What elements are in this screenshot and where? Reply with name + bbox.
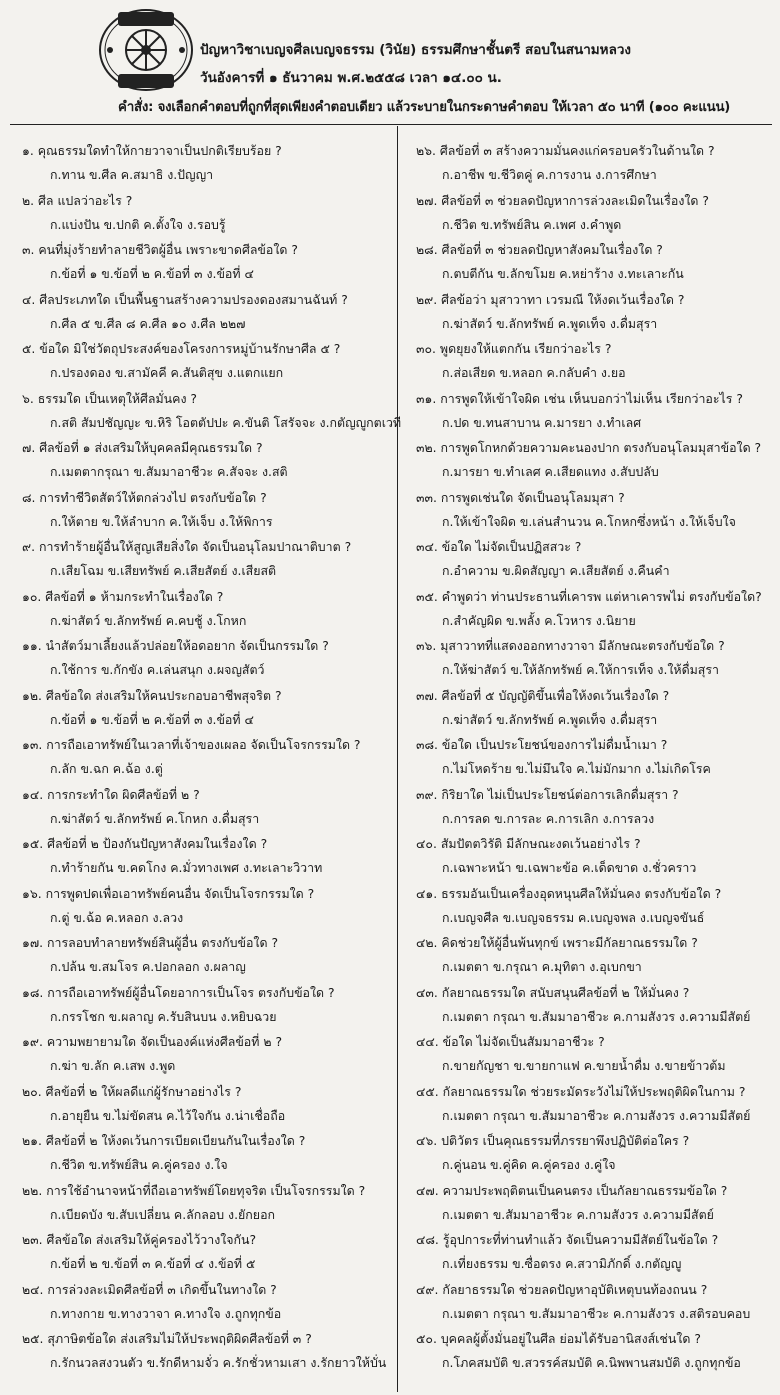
answer-choices: ก.ให้เข้าใจผิด ข.เล่นสำนวน ค.โกหกซึ่งหน้า ง.ให้เจ็บใจ xyxy=(442,513,736,529)
question-text: ๓๔. ข้อใด ไม่จัดเป็นปฏิสสวะ ? xyxy=(416,539,582,554)
answer-choices: ก.ไม่โหดร้าย ข.ไม่มึนใจ ค.ไม่มักมาก ง.ไม่เกิดโรค xyxy=(442,761,711,776)
question-text: ๒๕. สุภาษิตข้อใด ส่งเสริมไม่ให้ประพฤติผิดศีลข้อที่ ๓ ? xyxy=(22,1331,312,1346)
question-text: ๔๒. คิดช่วยให้ผู้อื่นพ้นทุกข์ เพราะมีกัลยาณธรรมใด ? xyxy=(416,935,698,950)
answer-choices: ก.สำคัญผิด ข.พลั้ง ค.โวหาร ง.นิยาย xyxy=(442,612,636,628)
question-text: ๓๖. มุสาวาทที่แสดงออกทางวาจา มีลักษณะตรงกับข้อใด ? xyxy=(416,638,725,653)
answer-choices: ก.คู่นอน ข.คู่คิด ค.คู่ครอง ง.คู่ใจ xyxy=(442,1157,616,1172)
question-item xyxy=(0,390,402,440)
question-item xyxy=(402,142,778,192)
question-item xyxy=(0,192,396,242)
question-item xyxy=(402,439,778,489)
answer-choices: ก.กรรโชก ข.ผลาญ ค.รับสินบน ง.หยิบฉวย xyxy=(50,1008,277,1024)
answer-choices: ก.เสียโฉม ข.เสียทรัพย์ ค.เสียสัตย์ ง.เสียสติ xyxy=(50,563,277,578)
question-text: ๒๓. ศีลข้อใด ส่งเสริมให้คู่ครองไว้วางใจกัน? xyxy=(22,1232,257,1247)
question-text: ๖. ธรรมใด เป็นเหตุให้ศีลมั่นคง ? xyxy=(22,390,198,406)
answer-choices: ก.เมตตา กรุณา ข.สัมมาอาชีวะ ค.กามสังวร ง.ความมีสัตย์ xyxy=(442,1107,751,1123)
answer-choices: ก.ข้อที่ ๑ ข.ข้อที่ ๒ ค.ข้อที่ ๓ ง.ข้อที่ ๔ xyxy=(50,266,254,281)
question-item xyxy=(0,934,396,984)
question-text: ๓๑. การพูดให้เข้าใจผิด เช่น เห็นบอกว่าไม่เห็น เรียกว่าอะไร ? xyxy=(416,390,743,406)
answer-choices: ก.ฆ่าสัตว์ ข.ลักทรัพย์ ค.พูดเท็จ ง.ดื่มสุรา xyxy=(442,315,658,331)
question-text: ๑๗. การลอบทำลายทรัพย์สินผู้อื่น ตรงกับข้อใด ? xyxy=(22,935,279,950)
answer-choices: ก.อาชีพ ข.ชีวิตคู่ ค.การงาน ง.การศึกษา xyxy=(442,167,657,182)
answer-choices: ก.รักนวลสงวนตัว ข.รักดีหามจั่ว ค.รักชั่วหามเสา ง.รักยาวให้บั่น xyxy=(50,1355,387,1370)
answer-choices: ก.ส่อเสียด ข.หลอก ค.กลับคำ ง.ยอ xyxy=(442,365,626,380)
question-item xyxy=(402,1281,778,1331)
question-text: ๕๐. บุคคลผู้ตั้งมั่นอยู่ในศีล ย่อมได้รับอานิสงส์เช่นใด ? xyxy=(416,1331,701,1346)
answer-choices: ก.ลัก ข.ฉก ค.ฉ้อ ง.ตู่ xyxy=(50,761,163,776)
question-text: ๔๙. กัลยาธรรมใด ช่วยลดปัญหาอุบัติเหตุบนท้องถนน ? xyxy=(416,1281,708,1297)
question-text: ๙. การทำร้ายผู้อื่นให้สูญเสียสิ่งใด จัดเป็นอนุโลมปาณาติบาต ? xyxy=(22,539,352,554)
question-item xyxy=(0,885,396,935)
question-item xyxy=(402,934,778,984)
question-text: ๑๓. การถือเอาทรัพย์ในเวลาที่เจ้าของเผลอ จัดเป็นโจรกรรมใด ? xyxy=(22,737,361,752)
question-text: ๒๖. ศีลข้อที่ ๓ สร้างความมั่นคงแก่ครอบครัวในด้านใด ? xyxy=(416,143,715,158)
question-text: ๔๖. ปติวัตร เป็นคุณธรรมที่ภรรยาพึงปฏิบัติต่อใคร ? xyxy=(416,1133,690,1148)
answer-choices: ก.ข้อที่ ๑ ข.ข้อที่ ๒ ค.ข้อที่ ๓ ง.ข้อที่ ๔ xyxy=(50,711,254,727)
answer-choices: ก.การลด ข.การละ ค.การเลิก ง.การลวง xyxy=(442,810,655,826)
answer-choices: ก.เมตตากรุณา ข.สัมมาอาชีวะ ค.สัจจะ ง.สติ xyxy=(50,464,288,479)
question-item xyxy=(0,637,396,687)
answer-choices: ก.เมตตา ข.สัมมาอาชีวะ ค.กามสังวร ง.ความมีสัตย์ xyxy=(442,1206,714,1222)
answer-choices: ก.ทำร้ายกัน ข.คดโกง ค.มั่วทางเพศ ง.ทะเลาะวิวาท xyxy=(50,860,323,875)
question-item xyxy=(0,1231,396,1281)
question-text: ๓๒. การพูดโกหกด้วยความคะนองปาก ตรงกับอนุโลมมุสาข้อใด ? xyxy=(416,440,762,455)
question-item xyxy=(0,786,396,836)
question-item xyxy=(402,241,778,291)
question-text: ๓๗. ศีลข้อที่ ๕ บัญญัติขึ้นเพื่อให้งดเว้นเรื่องใด ? xyxy=(416,687,670,703)
question-item xyxy=(0,538,396,588)
question-item xyxy=(0,984,396,1034)
answer-choices: ก.อำความ ข.ผิดสัญญา ค.เสียสัตย์ ง.คืนคำ xyxy=(442,563,670,578)
question-text: ๑๖. การพูดปดเพื่อเอาทรัพย์คนอื่น จัดเป็นโจรกรรมใด ? xyxy=(22,885,315,901)
sanam-luang-seal-icon xyxy=(98,8,194,92)
exam-instruction: คำสั่ง: จงเลือกคำตอบที่ถูกที่สุดเพียงคำตอบเดียว แล้วระบายในกระดาษคำตอบ ให้เวลา ๕๐ นาที (๑๐๐ คะแนน) xyxy=(118,100,731,115)
answer-choices: ก.เบญจศีล ข.เบญจธรรม ค.เบญจพล ง.เบญจขันธ์ xyxy=(442,909,705,925)
answer-choices: ก.ขายกัญชา ข.ขายกาแฟ ค.ขายน้ำดื่ม ง.ขายข้าวต้ม xyxy=(442,1058,726,1073)
answer-choices: ก.สติ สัมปชัญญะ ข.หิริ โอตตัปปะ ค.ขันติ โสรัจจะ ง.กตัญญูกตเวที xyxy=(50,414,402,430)
question-text: ๑. คุณธรรมใดทำให้กายวาจาเป็นปกติเรียบร้อย ? xyxy=(22,143,282,158)
answer-choices: ก.ฆ่าสัตว์ ข.ลักทรัพย์ ค.พูดเท็จ ง.ดื่มสุรา xyxy=(442,711,658,727)
question-item xyxy=(402,835,778,885)
answer-choices: ก.ฆ่าสัตว์ ข.ลักทรัพย์ ค.คบชู้ ง.โกหก xyxy=(50,612,247,628)
answer-choices: ก.เมตตา กรุณา ข.สัมมาอาชีวะ ค.กามสังวร ง.สติรอบคอบ xyxy=(442,1305,751,1321)
answer-choices: ก.ใช้การ ข.กักขัง ค.เล่นสนุก ง.ผจญสัตว์ xyxy=(50,662,265,677)
answer-choices: ก.เที่ยงธรรม ข.ซื่อตรง ค.สวามิภักดิ์ ง.กตัญญู xyxy=(442,1256,682,1271)
question-text: ๔๘. รู้อุปการะที่ท่านทำแล้ว จัดเป็นความมีสัตย์ในข้อใด ? xyxy=(416,1232,719,1247)
answer-choices: ก.ข้อที่ ๒ ข.ข้อที่ ๓ ค.ข้อที่ ๔ ง.ข้อที่ ๕ xyxy=(50,1256,256,1271)
answer-choices: ก.ฆ่าสัตว์ ข.ลักทรัพย์ ค.โกหก ง.ดื่มสุรา xyxy=(50,810,260,826)
question-text: ๓. คนที่มุ่งร้ายทำลายชีวิตผู้อื่น เพราะขาดศีลข้อใด ? xyxy=(22,242,298,257)
question-text: ๒๘. ศีลข้อที่ ๓ ช่วยลดปัญหาสังคมในเรื่องใด ? xyxy=(416,242,663,257)
question-item xyxy=(402,538,778,588)
answer-choices: ก.ให้ตาย ข.ให้ลำบาก ค.ให้เจ็บ ง.ให้พิการ xyxy=(50,513,273,529)
question-item xyxy=(402,1330,778,1380)
answer-choices: ก.เมตตา ข.กรุณา ค.มุทิตา ง.อุเบกขา xyxy=(442,959,642,974)
question-item xyxy=(0,588,396,638)
question-item xyxy=(0,1330,396,1380)
question-text: ๓๙. กิริยาใด ไม่เป็นประโยชน์ต่อการเลิกดื่มสุรา ? xyxy=(416,786,679,802)
question-item xyxy=(0,1182,396,1232)
question-item xyxy=(0,1083,396,1133)
question-text: ๑๒. ศีลข้อใด ส่งเสริมให้คนประกอบอาชีพสุจริต ? xyxy=(22,687,282,703)
question-text: ๒๙. ศีลข้อว่า มุสาวาทา เวรมณี ให้งดเว้นเรื่องใด ? xyxy=(416,291,685,307)
question-item xyxy=(402,786,778,836)
questions-left-column xyxy=(0,142,402,1380)
column-divider xyxy=(397,126,398,1392)
question-item xyxy=(402,736,778,786)
question-item xyxy=(402,1033,778,1083)
answer-choices: ก.ชีวิต ข.ทรัพย์สิน ค.เพศ ง.คำพูด xyxy=(442,216,622,232)
question-item xyxy=(0,1033,396,1083)
answer-choices: ก.ปด ข.ทนสาบาน ค.มารยา ง.ทำเลศ xyxy=(442,414,642,430)
question-item xyxy=(0,1281,396,1331)
question-item xyxy=(402,885,778,935)
question-item xyxy=(402,1182,778,1232)
exam-date: วันอังคารที่ ๑ ธันวาคม พ.ศ.๒๕๕๘ เวลา ๑๔.๐๐ น. xyxy=(200,70,502,86)
question-text: ๑๙. ความพยายามใด จัดเป็นองค์แห่งศีลข้อที่ ๒ ? xyxy=(22,1034,283,1049)
question-item xyxy=(0,439,396,489)
question-item xyxy=(402,637,778,687)
question-item xyxy=(0,736,396,786)
question-text: ๓๕. คำพูดว่า ท่านประธานที่เคารพ แต่หาเคารพไม่ ตรงกับข้อใด? xyxy=(416,588,762,604)
question-text: ๘. การทำชีวิตสัตว์ให้ตกล่วงไป ตรงกับข้อใด ? xyxy=(22,489,267,505)
answer-choices: ก.ทาน ข.ศีล ค.สมาธิ ง.ปัญญา xyxy=(50,167,214,182)
answer-choices: ก.ตู่ ข.ฉ้อ ค.หลอก ง.ลวง xyxy=(50,909,184,925)
question-text: ๔๓. กัลยาณธรรมใด สนับสนุนศีลข้อที่ ๒ ให้มั่นคง ? xyxy=(416,984,690,1000)
question-text: ๗. ศีลข้อที่ ๑ ส่งเสริมให้บุคคลมีคุณธรรมใด ? xyxy=(22,440,263,455)
question-item xyxy=(0,142,396,192)
question-item xyxy=(402,489,778,539)
question-text: ๕. ข้อใด มิใช่วัตถุประสงค์ของโครงการหมู่บ้านรักษาศีล ๕ ? xyxy=(22,341,341,356)
question-item xyxy=(402,390,778,440)
question-item xyxy=(0,489,396,539)
answer-choices: ก.ปล้น ข.สมโจร ค.ปอกลอก ง.ผลาญ xyxy=(50,959,246,974)
answer-choices: ก.เมตตา กรุณา ข.สัมมาอาชีวะ ค.กามสังวร ง.ความมีสัตย์ xyxy=(442,1008,751,1024)
question-item xyxy=(402,1231,778,1281)
question-text: ๒๗. ศีลข้อที่ ๓ ช่วยลดปัญหาการล่วงละเมิดในเรื่องใด ? xyxy=(416,192,709,208)
question-item xyxy=(0,241,396,291)
question-text: ๓๘. ข้อใด เป็นประโยชน์ของการไม่ดื่มน้ำเมา ? xyxy=(416,737,668,752)
question-text: ๑๕. ศีลข้อที่ ๒ ป้องกันปัญหาสังคมในเรื่องใด ? xyxy=(22,836,268,851)
answer-choices: ก.ปรองดอง ข.สามัคคี ค.สันติสุข ง.แตกแยก xyxy=(50,365,284,380)
answer-choices: ก.โภคสมบัติ ข.สวรรค์สมบัติ ค.นิพพานสมบัติ ง.ถูกทุกข้อ xyxy=(442,1355,741,1370)
question-text: ๑๐. ศีลข้อที่ ๑ ห้ามกระทำในเรื่องใด ? xyxy=(22,588,224,604)
answer-choices: ก.เบียดบัง ข.สับเปลี่ยน ค.ลักลอบ ง.ยักยอก xyxy=(50,1206,276,1222)
answer-choices: ก.มารยา ข.ทำเลศ ค.เสียดแทง ง.สับปลับ xyxy=(442,464,659,479)
header-divider xyxy=(10,124,772,125)
question-text: ๒๔. การล่วงละเมิดศีลข้อที่ ๓ เกิดขึ้นในทางใด ? xyxy=(22,1281,277,1297)
question-item xyxy=(0,291,396,341)
question-text: ๔๗. ความประพฤติตนเป็นคนตรง เป็นกัลยาณธรรมข้อใด ? xyxy=(416,1182,728,1198)
question-text: ๔๑. ธรรมอันเป็นเครื่องอุดหนุนศีลให้มั่นคง ตรงกับข้อใด ? xyxy=(416,885,722,901)
question-item xyxy=(402,687,778,737)
question-item xyxy=(0,687,396,737)
question-item xyxy=(0,340,396,390)
answer-choices: ก.ฆ่า ข.ลัก ค.เสพ ง.พูด xyxy=(50,1058,176,1073)
answer-choices: ก.เฉพาะหน้า ข.เฉพาะข้อ ค.เด็ดขาด ง.ชั่วคราว xyxy=(442,860,697,875)
question-text: ๑๔. การกระทำใด ผิดศีลข้อที่ ๒ ? xyxy=(22,786,200,802)
questions-right-column xyxy=(402,142,778,1380)
question-text: ๑๑. นำสัตว์มาเลี้ยงแล้วปล่อยให้อดอยาก จัดเป็นกรรมใด ? xyxy=(22,638,329,653)
question-text: ๒๐. ศีลข้อที่ ๒ ให้ผลดีแก่ผู้รักษาอย่างไร ? xyxy=(22,1083,242,1099)
question-text: ๔๕. กัลยาณธรรมใด ช่วยระมัดระวังไม่ให้ประพฤติผิดในกาม ? xyxy=(416,1083,746,1099)
answer-choices: ก.ตบตีกัน ข.ลักขโมย ค.หย่าร้าง ง.ทะเลาะกัน xyxy=(442,266,684,281)
question-text: ๒๑. ศีลข้อที่ ๒ ให้งดเว้นการเบียดเบียนกันในเรื่องใด ? xyxy=(22,1133,306,1148)
question-text: ๒. ศีล แปลว่าอะไร ? xyxy=(22,192,133,208)
question-text: ๓๓. การพูดเช่นใด จัดเป็นอนุโลมมุสา ? xyxy=(416,489,625,505)
question-text: ๔๔. ข้อใด ไม่จัดเป็นสัมมาอาชีวะ ? xyxy=(416,1034,605,1049)
answer-choices: ก.แบ่งปัน ข.ปกติ ค.ตั้งใจ ง.รอบรู้ xyxy=(50,216,226,232)
question-item xyxy=(402,1132,778,1182)
question-text: ๓๐. พูดยุยงให้แตกกัน เรียกว่าอะไร ? xyxy=(416,341,612,356)
question-text: ๔๐. สัมปัตตวิรัติ มีลักษณะงดเว้นอย่างไร ? xyxy=(416,836,641,851)
answer-choices: ก.ทางกาย ข.ทางวาจา ค.ทางใจ ง.ถูกทุกข้อ xyxy=(50,1305,282,1321)
question-item xyxy=(0,1132,396,1182)
answer-choices: ก.ศีล ๕ ข.ศีล ๘ ค.ศีล ๑๐ ง.ศีล ๒๒๗ xyxy=(50,315,246,331)
question-item xyxy=(0,835,396,885)
answer-choices: ก.ชีวิต ข.ทรัพย์สิน ค.คู่ครอง ง.ใจ xyxy=(50,1157,228,1172)
question-item xyxy=(402,192,778,242)
question-item xyxy=(402,588,778,638)
question-text: ๒๒. การใช้อำนาจหน้าที่ถือเอาทรัพย์โดยทุจริต เป็นโจรกรรมใด ? xyxy=(22,1182,366,1198)
question-item xyxy=(402,291,778,341)
question-item xyxy=(402,340,778,390)
exam-title: ปัญหาวิชาเบญจศีลเบญจธรรม (วินัย) ธรรมศึกษาชั้นตรี สอบในสนามหลวง xyxy=(200,42,632,58)
answer-choices: ก.ให้ฆ่าสัตว์ ข.ให้ลักทรัพย์ ค.ให้การเท็จ ง.ให้ดื่มสุรา xyxy=(442,662,719,677)
question-item xyxy=(402,984,778,1034)
answer-choices: ก.อายุยืน ข.ไม่ขัดสน ค.ไว้ใจกัน ง.น่าเชื่อถือ xyxy=(50,1107,286,1123)
question-text: ๑๘. การถือเอาทรัพย์ผู้อื่นโดยอาการเป็นโจร ตรงกับข้อใด ? xyxy=(22,984,335,1000)
question-item xyxy=(402,1083,778,1133)
question-text: ๔. ศีลประเภทใด เป็นพื้นฐานสร้างความปรองดองสมานฉันท์ ? xyxy=(22,291,348,307)
exam-header xyxy=(0,0,780,142)
